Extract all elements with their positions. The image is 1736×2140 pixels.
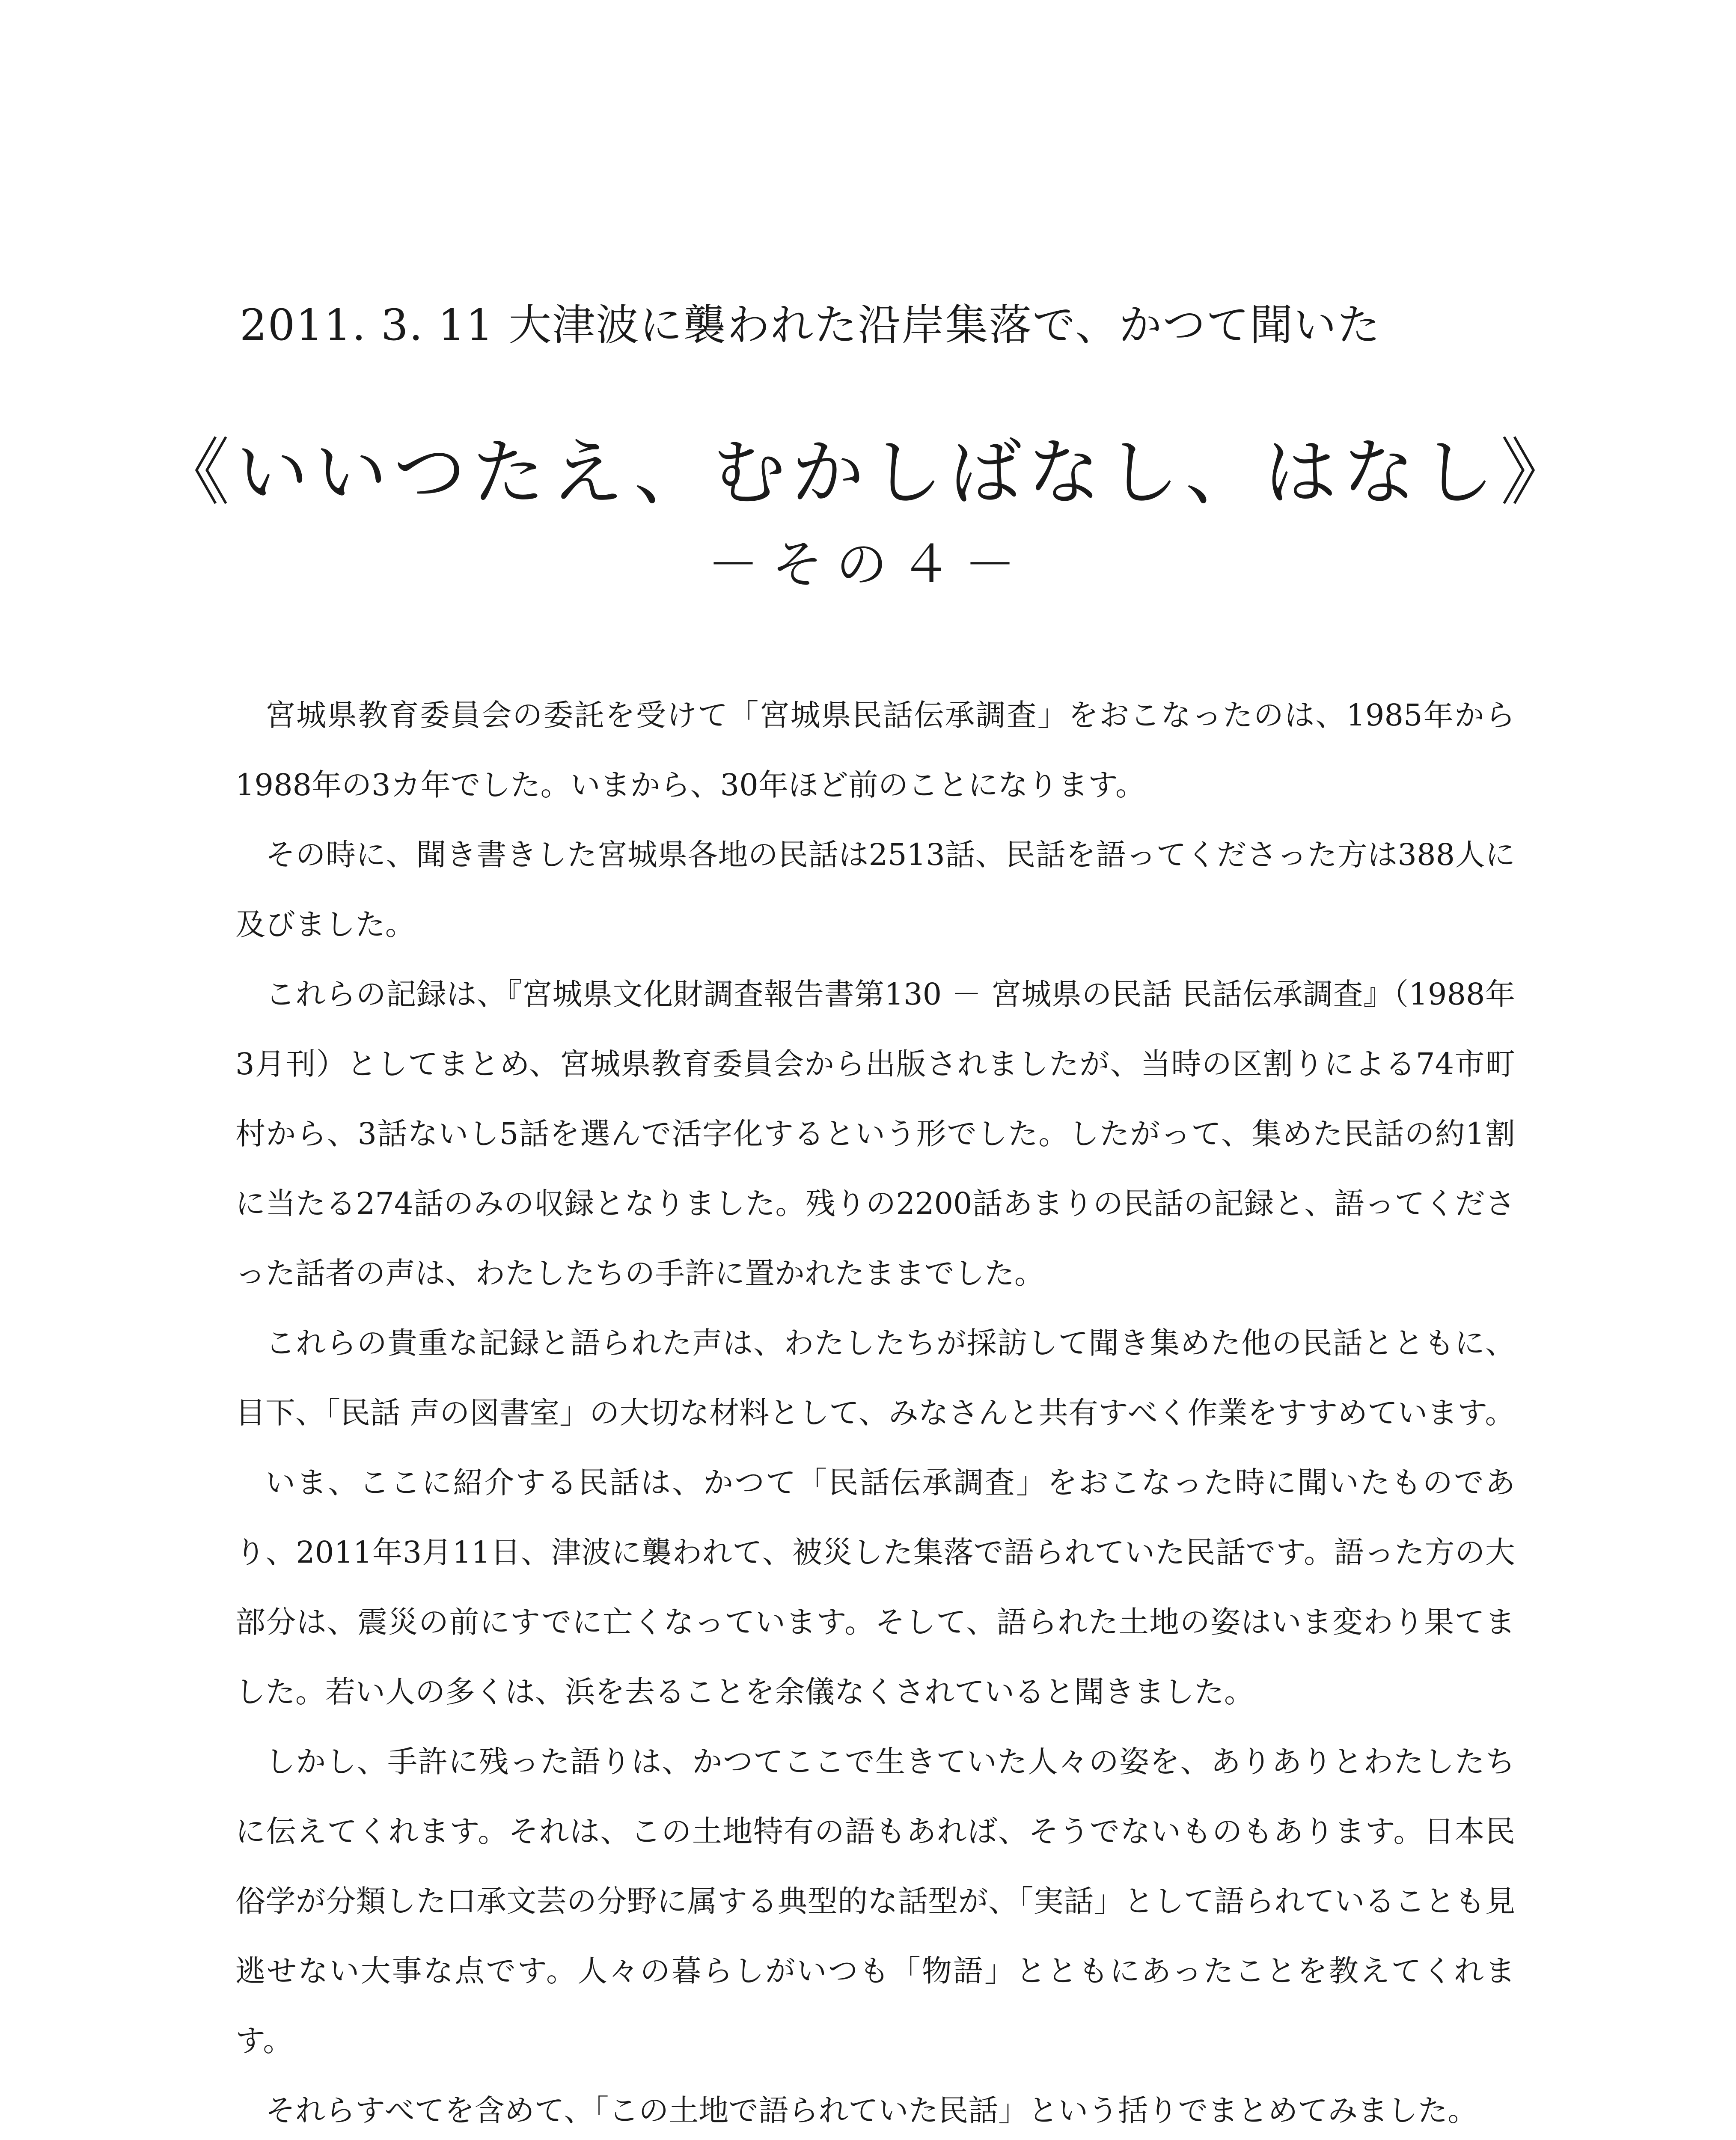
part-label: －その４－ xyxy=(707,535,1029,594)
body-text xyxy=(235,681,1515,2140)
subtitle: 2011. 3. 11 大津波に襲われた沿岸集落で、かつて聞いた xyxy=(240,300,1381,350)
paragraph: それらすべてを含めて、「この土地で語られていた民話」という括りでまとめてみました。 xyxy=(265,2093,1478,2128)
paragraph: その時に、聞き書きした宮城県各地の民話は2513話、民話を語ってくださった方は388人に及びました。 xyxy=(235,837,1515,942)
paragraph: これらの記録は、『宮城県文化財調査報告書第130 － 宮城県の民話 民話伝承調査』（1988年3月刊）としてまとめ、宮城県教育委員会から出版されましたが、当時の区割りによる74市町村から、3話ないし5話を選んで活字化するという形でした。したがって、集めた民話の約1割に当たる274話のみの収録となりました。残りの2200話あまりの民話の記録と、語ってくださった話者の声は、わたしたちの手許に置かれたままでした。 xyxy=(235,977,1515,1291)
paragraph: これらの貴重な記録と語られた声は、わたしたちが採訪して聞き集めた他の民話とともに、目下、「民話 声の図書室」の大切な材料として、みなさんと共有すべく作業をすすめています。 xyxy=(235,1326,1515,1430)
paragraph: いま、ここに紹介する民話は、かつて「民話伝承調査」をおこなった時に聞いたものであり、2011年3月11日、津波に襲われて、被災した集落で語られていた民話です。語った方の大部分は、震災の前にすでに亡くなっています。そして、語られた土地の姿はいま変わり果てました。若い人の多くは、浜を去ることを余儀なくされていると聞きました。 xyxy=(235,1465,1515,1709)
page-title: 《いいつたえ、むかしばなし、はなし》 xyxy=(157,431,1579,515)
paragraph: 宮城県教育委員会の委託を受けて「宮城県民話伝承調査」をおこなったのは、1985年から1988年の3カ年でした。いまから、30年ほど前のことになります。 xyxy=(235,698,1515,802)
paragraph: しかし、手許に残った語りは、かつてここで生きていた人々の姿を、ありありとわたしたちに伝えてくれます。それは、この土地特有の語もあれば、そうでないものもあります。日本民俗学が分類した口承文芸の分野に属する典型的な話型が、「実話」として語られていることも見逃せない大事な点です。人々の暮らしがいつも「物語」とともにあったことを教えてくれます。 xyxy=(235,1744,1515,2058)
